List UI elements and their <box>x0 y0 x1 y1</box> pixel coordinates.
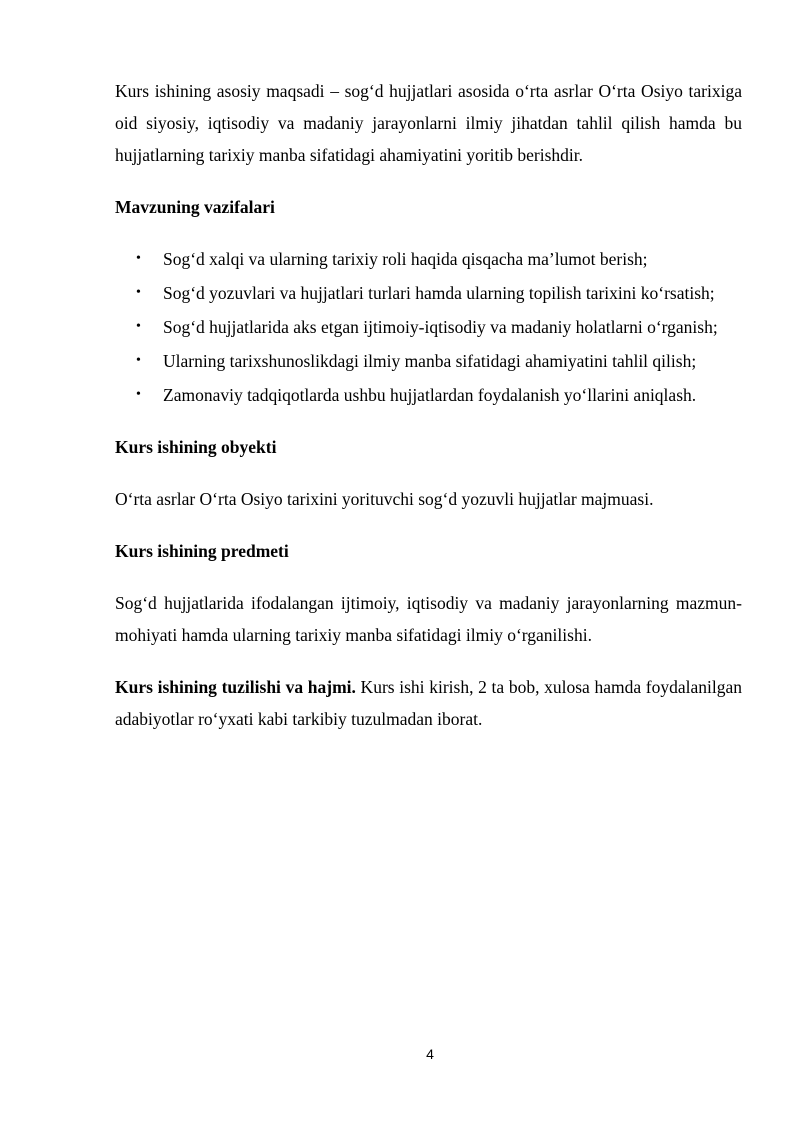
object-heading: Kurs ishining obyekti <box>115 437 277 457</box>
subject-heading: Kurs ishining predmeti <box>115 541 289 561</box>
list-item <box>115 379 742 411</box>
list-item-text: Sog‘d yozuvlari va hujjatlari turlari hamda ularning topilish tarixini ko‘rsatish; <box>163 283 715 303</box>
structure-heading: Kurs ishining tuzilishi va hajmi. <box>115 677 356 697</box>
bullet-icon: • <box>136 319 141 334</box>
tasks-heading: Mavzuning vazifalari <box>115 197 275 217</box>
structure-paragraph <box>115 671 742 735</box>
list-item <box>115 345 742 377</box>
list-item <box>115 277 742 309</box>
subject-paragraph: Sog‘d hujjatlarida ifodalangan ijtimoiy, iqtisodiy va madaniy jarayonlarning mazmun-mohiyati hamda ularning tarixiy manba sifatidagi ilmiy o‘rganilishi. <box>115 593 742 645</box>
bullet-icon: • <box>136 251 141 266</box>
bullet-icon: • <box>136 353 141 368</box>
list-item-text: Sog‘d xalqi va ularning tarixiy roli haqida qisqacha ma’lumot berish; <box>163 249 648 269</box>
intro-paragraph: Kurs ishining asosiy maqsadi – sog‘d hujjatlari asosida o‘rta asrlar O‘rta Osiyo tarixiga oid siyosiy, iqtisodiy va madaniy jarayonlarni ilmiy jihatdan tahlil qilish hamda bu hujjatlarning tarixiy manba sifatidagi ahamiyatini yoritib berishdir. <box>115 81 742 165</box>
list-item <box>115 311 742 343</box>
list-item <box>115 243 742 275</box>
object-paragraph: O‘rta asrlar O‘rta Osiyo tarixini yorituvchi sog‘d yozuvli hujjatlar majmuasi. <box>115 489 654 509</box>
list-item-text: Sog‘d hujjatlarida aks etgan ijtimoiy-iqtisodiy va madaniy holatlarni o‘rganish; <box>163 317 718 337</box>
bullet-icon: • <box>136 387 141 402</box>
page-number: 4 <box>426 1046 434 1062</box>
tasks-list <box>115 243 742 411</box>
list-item-text: Ularning tarixshunoslikdagi ilmiy manba sifatidagi ahamiyatini tahlil qilish; <box>163 351 697 371</box>
page-content <box>115 75 742 735</box>
structure-text: Kurs ishi kirish, 2 ta bob, xulosa hamda foydalanilgan adabiyotlar ro‘yxati kabi tarkibiy tuzulmadan iborat. <box>115 677 742 729</box>
bullet-icon: • <box>136 285 141 300</box>
list-item-text: Zamonaviy tadqiqotlarda ushbu hujjatlardan foydalanish yo‘llarini aniqlash. <box>163 385 697 405</box>
